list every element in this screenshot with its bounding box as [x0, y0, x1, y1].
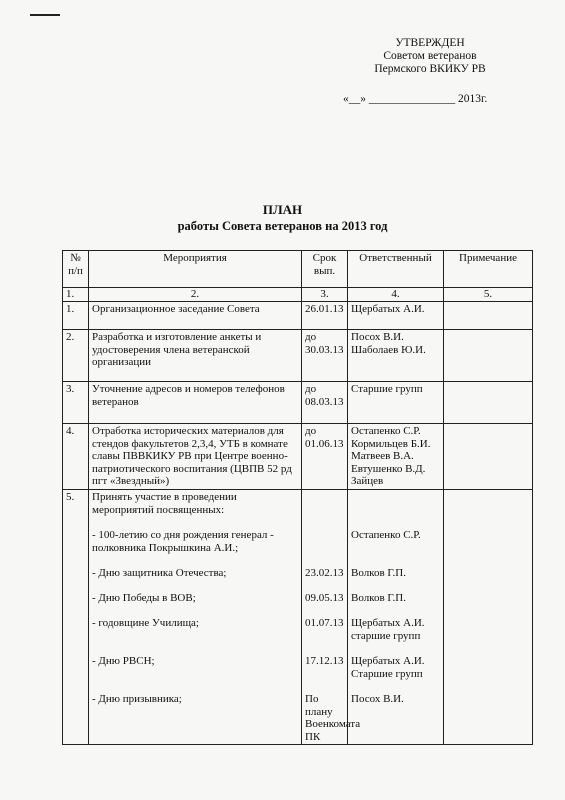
col-number: 3.	[302, 288, 348, 302]
table-row	[63, 382, 533, 424]
row5-item-due: 09.05.13	[305, 592, 344, 604]
row-due: 26.01.13	[302, 302, 348, 330]
row-note	[444, 490, 533, 745]
row5-item-due: 17.12.13	[305, 655, 344, 667]
row5-item-event: - Дню Победы в ВОВ;	[92, 592, 196, 605]
row5-item-due: 01.07.13	[305, 617, 344, 629]
row5-item-resp: Щербатых А.И. старшие групп	[351, 617, 425, 642]
row-num: 4.	[63, 424, 89, 490]
table-row	[63, 424, 533, 490]
title-block	[0, 202, 565, 234]
row-event: Отработка исторических материалов для стендов факультетов 2,3,4, УТБ в комнате славы ПВВКИКУ РВ при Центре военно-патриотического воспитания (ЦВПВ 52 рд пгт «Звездный»)	[89, 424, 302, 490]
row-note	[444, 382, 533, 424]
document-title: ПЛАН	[262, 202, 303, 217]
row-num: 1.	[63, 302, 89, 330]
row-resp: Посох В.И. Шаболаев Ю.И.	[348, 330, 444, 382]
header-resp: Ответственный	[348, 251, 444, 288]
approval-line-2: Советом ветеранов	[383, 50, 477, 62]
document-subtitle: работы Совета ветеранов на 2013 год	[177, 219, 388, 233]
row-due: до 01.06.13	[302, 424, 348, 490]
row-due: до 30.03.13	[302, 330, 348, 382]
row-due: до 08.03.13	[302, 382, 348, 424]
col-number: 4.	[348, 288, 444, 302]
row5-item-event: - Дню призывника;	[92, 693, 182, 706]
header-note: Примечание	[444, 251, 533, 288]
row5-item-resp: Щербатых А.И. Старшие групп	[351, 655, 425, 680]
row5-item-resp: Посох В.И.	[351, 693, 404, 705]
header-due: Срок вып.	[302, 251, 348, 288]
row-note	[444, 330, 533, 382]
plan-table	[62, 250, 533, 745]
row-due	[302, 490, 361, 745]
row-event	[89, 490, 302, 745]
row-note	[444, 302, 533, 330]
row5-item-resp: Остапенко С.Р.	[351, 529, 421, 541]
row5-item-event: - Дню РВСН;	[92, 655, 155, 668]
row-num: 2.	[63, 330, 89, 382]
approval-date: «__» _______________ 2013г.	[343, 93, 488, 105]
row-resp	[348, 490, 444, 745]
row-event: Уточнение адресов и номеров телефонов ветеранов	[89, 382, 302, 424]
table-row	[63, 490, 533, 745]
row-resp: Старшие групп	[348, 382, 444, 424]
row5-item-event: - годовщине Училища;	[92, 617, 199, 630]
row-resp: Остапенко С.Р. Кормильцев Б.И. Матвеев В.А. Евтушенко В.Д. Зайцев	[348, 424, 444, 490]
table-row	[63, 330, 533, 382]
approval-block	[360, 37, 500, 76]
row5-item-event: - 100-летию со дня рождения генерал - полковника Покрышкина А.И.;	[92, 529, 274, 554]
row5-intro: Принять участие в проведении мероприятий посвященных:	[92, 491, 237, 516]
col-number: 2.	[89, 288, 302, 302]
row-event: Разработка и изготовление анкеты и удостоверения члена ветеранской организации	[89, 330, 302, 382]
header-event: Мероприятия	[89, 251, 302, 288]
row5-item-due: 23.02.13	[305, 567, 344, 579]
col-number: 1.	[63, 288, 89, 302]
row-event: Организационное заседание Совета	[89, 302, 302, 330]
row5-item-resp: Волков Г.П.	[351, 592, 406, 604]
approval-line-1: УТВЕРЖДЕН	[395, 37, 465, 49]
top-dash-mark	[30, 14, 60, 16]
header-num: № п/п	[63, 251, 89, 288]
table-header-row	[63, 251, 533, 288]
row-num: 3.	[63, 382, 89, 424]
table-row	[63, 302, 533, 330]
row5-item-due	[305, 529, 344, 567]
column-number-row	[63, 288, 533, 302]
row-num: 5.	[63, 490, 89, 745]
col-number: 5.	[444, 288, 533, 302]
row-resp: Щербатых А.И.	[348, 302, 444, 330]
row5-item-due: По плану Военкомата ПК	[305, 693, 361, 743]
row5-item-resp: Волков Г.П.	[351, 567, 406, 579]
row-note	[444, 424, 533, 490]
row5-item-event: - Дню защитника Отечества;	[92, 567, 227, 580]
approval-line-3: Пермского ВКИКУ РВ	[374, 63, 486, 75]
